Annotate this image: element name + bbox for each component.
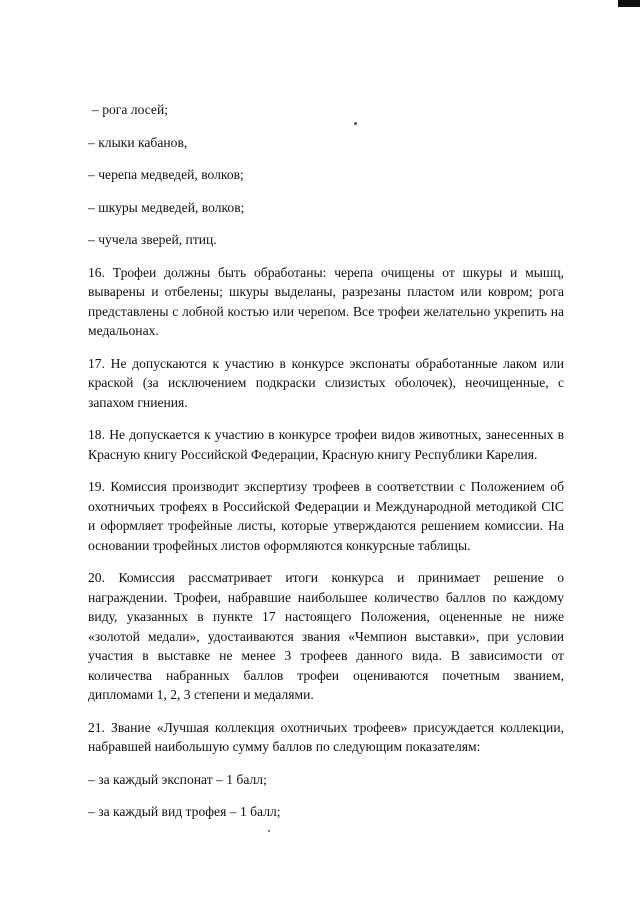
list-item: – чучела зверей, птиц. (88, 232, 217, 247)
list-item: – рога лосей; (92, 102, 169, 117)
scan-corner-mark (618, 0, 640, 7)
score-item: – за каждый вид трофея – 1 балл; (88, 804, 281, 819)
list-item: – черепа медведей, волков; (88, 167, 244, 182)
paragraph-16: 16. Трофеи должны быть обработаны: черепа очищены от шкуры и мышц, выварены и отбелены; шкуры выделаны, разрезаны пластом или ковром; рога представлены с лобной костью или черепом. Все трофеи желательно укрепить на медальонах. (88, 264, 564, 338)
paragraph-21: 21. Звание «Лучшая коллекция охотничьих трофеев» присуждается коллекции, набравшей наибольшую сумму баллов по следующим показателям: (88, 719, 564, 754)
list-item: – клыки кабанов, (88, 134, 188, 150)
list-item: – шкуры медведей, волков; (88, 199, 245, 215)
paragraph-19: 19. Комиссия производит экспертизу трофеев в соответствии с Положением об охотничьих трофеях в Российской Федерации и Международной методикой CIC и оформляет трофейные листы, которые утверждаются решением комиссии. На основании трофейных листов оформляются конкурсные таблицы. (88, 479, 564, 553)
paragraph-17: 17. Не допускаются к участию в конкурсе экспонаты обработанные лаком или краской (за исключением подкраски слизистых оболочек), неочищенные, с запахом гниения. (88, 355, 564, 410)
paragraph-18: 18. Не допускается к участию в конкурсе трофеи видов животных, занесенных в Красную книгу Российской Федерации, Красную книгу Республики Карелия. (88, 427, 564, 462)
paragraph-20: 20. Комиссия рассматривает итоги конкурса и принимает решение о награждении. Трофеи, набравшие наибольшее количество баллов по каждому виду, указанных в пункте 17 настоящего Положения, оцененные не ниже «золотой медали», удостаиваются звания «Чемпион выставки», при условии участия в выставке не менее 3 трофеев данного вида. В зависимости от количества набранных баллов трофеи оцениваются почетным званием, дипломами 1, 2, 3 степени и медалями. (88, 570, 564, 702)
score-item: – за каждый экспонат – 1 балл; (88, 771, 267, 787)
document-page (88, 100, 564, 835)
